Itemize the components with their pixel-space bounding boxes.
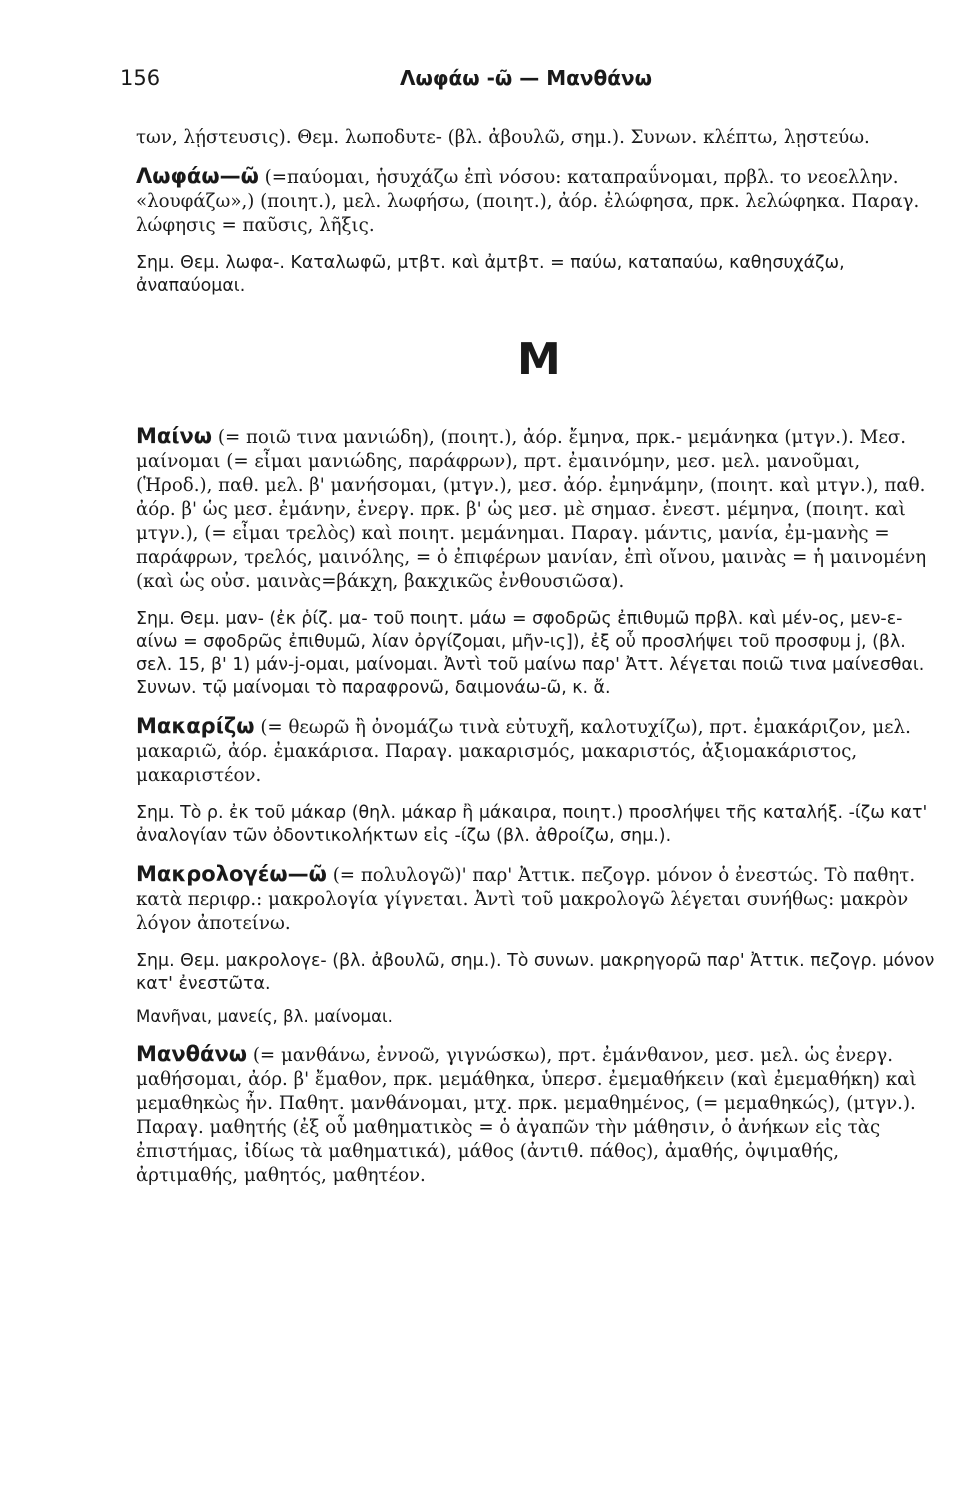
note-makarizo: Σημ. Τὸ ρ. ἐκ τοῦ μάκαρ (θηλ. μάκαρ ἢ μάκαιρα, ποιητ.) προσλήψει τῆς καταλήξ. -ίζω κατ' ἀναλογίαν τῶν ὀδοντικολήκτων εἰς -ίζω (βλ. ἀθροίζω, σημ.). — [136, 803, 928, 846]
note-lophao: Σημ. Θεμ. λωφα-. Καταλωφῶ, μτβτ. καὶ ἀμτβτ. = παύω, καταπαύω, καθησυχάζω, ἀναπαύομαι. — [136, 253, 845, 296]
headword: Μακρολογέω—ῶ — [136, 862, 327, 886]
continued-text: των, λῄστευσις). Θεμ. λωποδυτε- (βλ. ἀβουλῶ, σημ.). Συνων. κλέπτω, λῃστεύω. — [136, 127, 870, 148]
headword: Μακαρίζω — [136, 714, 255, 738]
headword: Λωφάω—ῶ — [136, 164, 259, 188]
headword: Μανθάνω — [136, 1042, 248, 1066]
running-title: Λωφάω -ῶ — Μανθάνω — [400, 66, 652, 90]
note-maino: Σημ. Θεμ. μαν- (ἐκ ῥίζ. μα- τοῦ ποιητ. μάω = σφοδρῶς ἐπιθυμῶ πρβλ. καὶ μέν-ος, μεν-ε-αίνω = σφοδρῶς ἐπιθυμῶ, λίαν ὀργίζομαι, μῆν-ις]), ἐξ οὗ προσλήψει τοῦ προσφυμ j, (βλ. σελ. 15, β' 1) μάν-j-ομαι, μαίνομαι. Ἀντὶ τοῦ μαίνω παρ' Ἀττ. λέγεται ποιῶ τινα μαίνεσθαι. Συνων. τῷ μαίνομαι τὸ παραφρονῶ, δαιμονάω-ῶ, κ. ἄ. — [136, 609, 925, 698]
entry-makrologeo: Μακρολογέω—ῶ (= πολυλογῶ)' παρ' Ἀττικ. πεζογρ. μόνον ὁ ἐνεστώς. Τὸ παθητ. κατὰ περιφρ.: μακρολογία γίγνεται. Ἀντὶ τοῦ μακρολογῶ λέγεται συνήθως: μακρὸν λόγον ἀποτείνω. — [136, 862, 916, 934]
entry-maino: Μαίνω (= ποιῶ τινα μανιώδη), (ποιητ.), ἀόρ. ἔμηνα, πρκ.- μεμάνηκα (μτγν.). Μεσ. μαίνομαι (= εἶμαι μανιώδης, παράφρων), πρτ. ἐμαινόμην, μεσ. μελ. μανοῦμαι, (Ἡροδ.), παθ. μελ. β' μανήσομαι, (μτγν.), μεσ. ἀόρ. ἐμηνάμην, (ποιητ. καὶ μτγν.), παθ. ἀόρ. β' ὡς μεσ. ἐμάνην, ἐνεργ. πρκ. β' ὡς μεσ. μὲ σημασ. ἐνεστ. μέμηνα, (ποιητ. καὶ μτγν.), (= εἶμαι τρελὸς) καὶ ποιητ. μεμάνημαι. Παραγ. μάντις, μανία, ἐμ-μανὴς = παράφρων, τρελός, μαινόλης, = ὁ ἐπιφέρων μανίαν, ἐπὶ οἴνου, μαινὰς = ἡ μαινομένη (καὶ ὡς οὐσ. μαινὰς=βάκχη, βακχικῶς ἐνθουσιῶσα). — [136, 424, 927, 592]
page-header — [120, 66, 840, 96]
page-number: 156 — [120, 66, 161, 90]
entry-manthano: Μανθάνω (= μανθάνω, ἐννοῶ, γιγνώσκω), πρτ. ἐμάνθανον, μεσ. μελ. ὡς ἐνεργ. μαθήσομαι, ἀόρ. β' ἔμαθον, πρκ. μεμάθηκα, ὑπερσ. ἐμεμαθήκειν (καὶ ἐμεμαθήκη) καὶ μεμαθηκὼς ἦν. Παθητ. μανθάνομαι, μτχ. πρκ. μεμαθημένος, (= μεμαθηκώς), (μτγν.). Παραγ. μαθητής (ἐξ οὗ μαθηματικὸς = ὁ ἀγαπῶν τὴν μάθησιν, ὁ ἀνήκων εἰς τὰς ἐπιστήμας, ἰδίως τὰ μαθηματικά), μάθος (ἀντιθ. πάθος), ἀμαθής, ὀψιμαθής, ἀρτιμαθής, μαθητός, μαθητέον. — [136, 1042, 917, 1186]
entry-lophao: Λωφάω—ῶ (=παύομαι, ἡσυχάζω ἐπὶ νόσου: καταπραΰνομαι, πρβλ. το νεοελλην. «λουφάζω»,) (ποιητ.), μελ. λωφήσω, (ποιητ.), ἀόρ. ἐλώφησα, πρκ. λελώφηκα. Παραγ. λώφησις = παῦσις, λῆξις. — [136, 164, 920, 236]
headword: Μαίνω — [136, 424, 213, 448]
note-makrologeo: Σημ. Θεμ. μακρολογε- (βλ. ἀβουλῶ, σημ.). Τὸ συνων. μακρηγορῶ παρ' Ἀττικ. πεζογρ. μόνον κατ' ἐνεστῶτα. — [136, 951, 935, 994]
cross-reference: Μανῆναι, μανείς, βλ. μαίνομαι. — [136, 1007, 393, 1026]
entry-makarizo: Μακαρίζω (= θεωρῶ ἢ ὀνομάζω τινὰ εὐτυχῆ, καλοτυχίζω), πρτ. ἐμακάριζον, μελ. μακαριῶ, ἀόρ. ἐμακάρισα. Παραγ. μακαρισμός, μακαριστός, ἀξιομακάριστος, μακαριστέον. — [136, 714, 911, 786]
dictionary-content — [136, 126, 936, 1188]
section-letter: M — [517, 334, 561, 385]
